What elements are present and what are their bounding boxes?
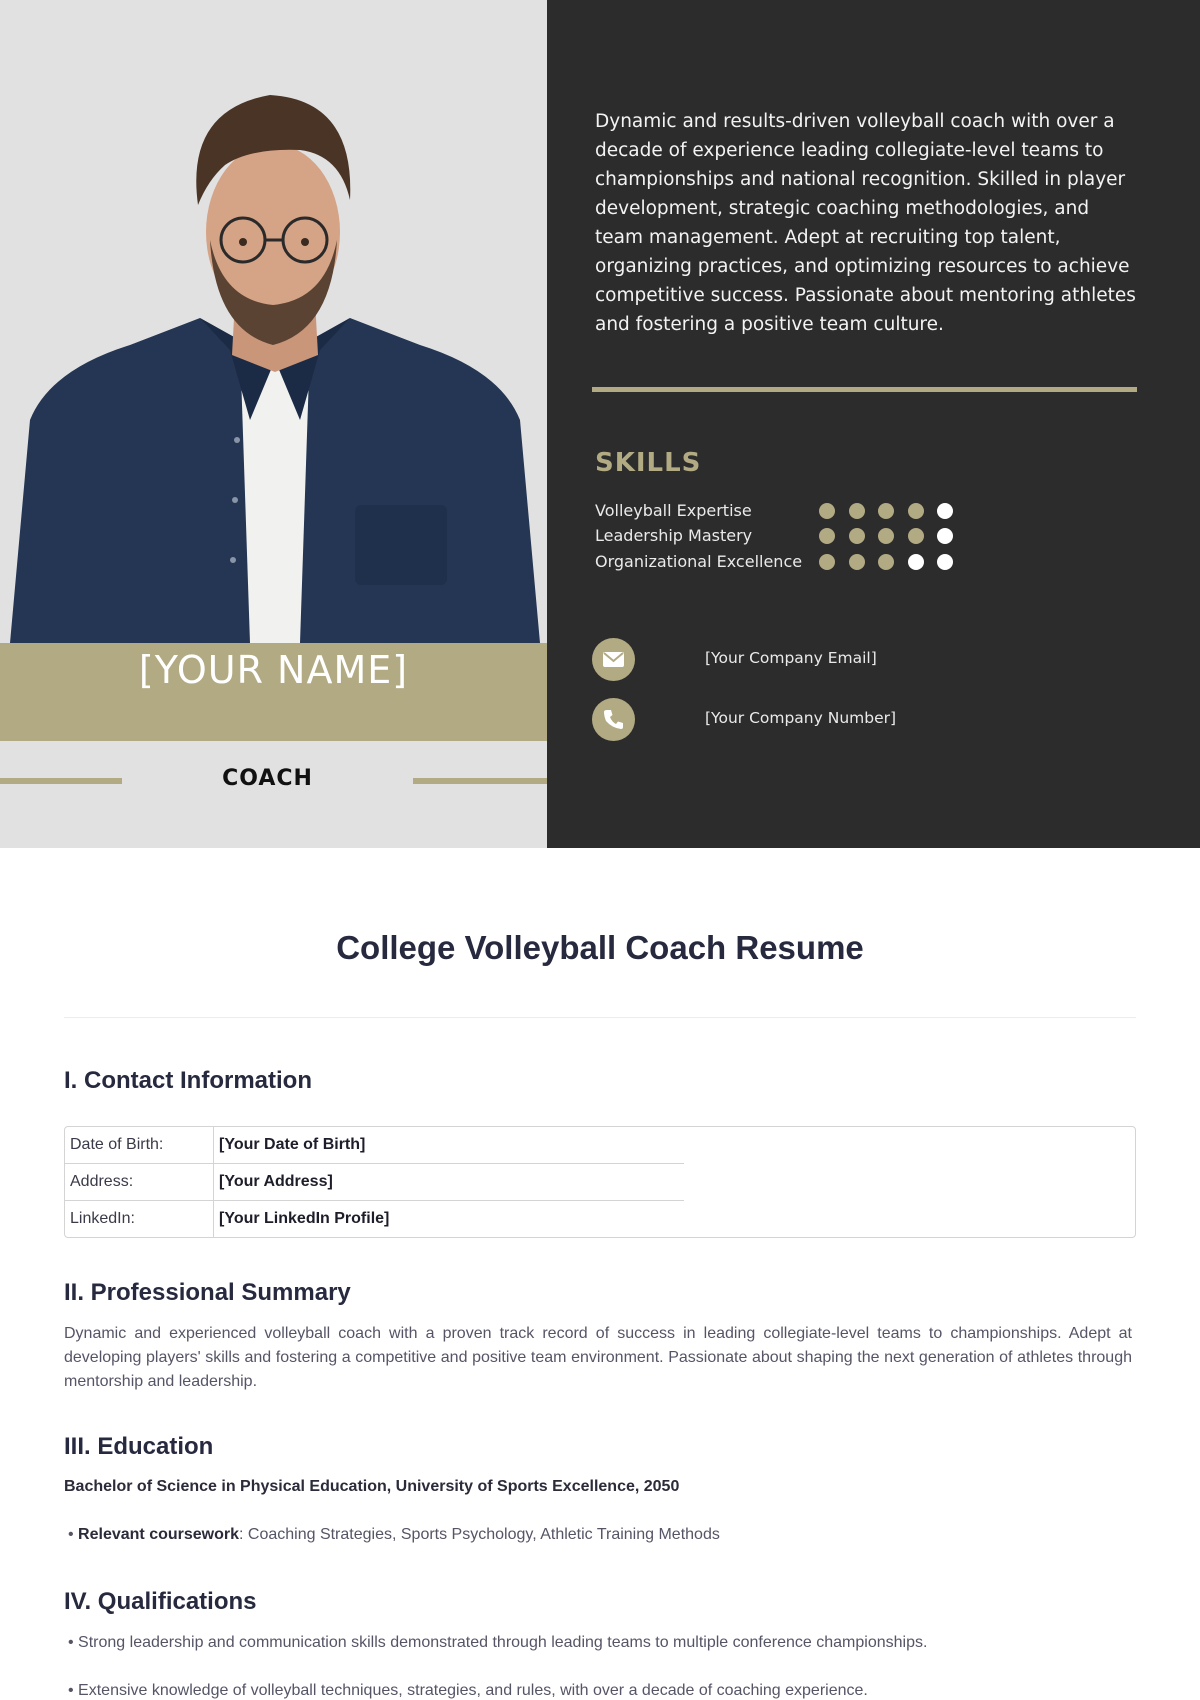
qualification-text: Strong leadership and communication skills demonstrated through leading teams to multiple conference championships.	[78, 1634, 928, 1651]
rating-dot-filled	[878, 528, 894, 544]
rating-dot-filled	[878, 554, 894, 570]
row-label: Address:	[70, 1173, 134, 1190]
rating-dot-empty	[937, 528, 953, 544]
rating-dot-filled	[849, 554, 865, 570]
skill-row	[595, 500, 995, 522]
section-heading-summary: II. Professional Summary	[64, 1279, 351, 1306]
summary-paragraph: Dynamic and experienced volleyball coach with a proven track record of success in leading collegiate-level teams to championships. Adept at developing players' skills and fostering a competitive and positive team environment. Passionate about shaping the next generation of athletes through mentorship and leadership.	[64, 1325, 1132, 1390]
section-heading-contact: I. Contact Information	[64, 1067, 312, 1094]
section-heading-education: III. Education	[64, 1433, 214, 1460]
row-label: Date of Birth:	[70, 1136, 164, 1153]
envelope-icon	[592, 638, 635, 681]
phone-icon	[592, 698, 635, 741]
profile-panel	[0, 0, 547, 848]
row-label: LinkedIn:	[70, 1210, 135, 1227]
summary-divider	[592, 387, 1137, 392]
skill-row	[595, 551, 995, 573]
contact-email[interactable]: [Your Company Email]	[705, 649, 877, 667]
skill-label: Organizational Excellence	[595, 552, 803, 571]
profile-photo	[0, 0, 547, 643]
rating-dot-filled	[819, 503, 835, 519]
job-title: COACH	[222, 766, 313, 791]
rating-dot-filled	[849, 503, 865, 519]
skills-heading: SKILLS	[595, 448, 702, 478]
row-value: [Your LinkedIn Profile]	[219, 1210, 390, 1227]
title-divider-right	[413, 778, 547, 784]
list-item: • Extensive knowledge of volleyball techniques, strategies, and rules, with over a decade of coaching experience.	[68, 1682, 868, 1699]
table-row	[65, 1201, 1135, 1238]
list-item: • Strong leadership and communication skills demonstrated through leading teams to multiple conference championships.	[68, 1634, 928, 1651]
rating-dot-filled	[849, 528, 865, 544]
contact-email-row[interactable]	[592, 638, 1092, 682]
contact-info-table	[64, 1126, 1136, 1238]
section-heading-qualifications: IV. Qualifications	[64, 1588, 257, 1615]
skill-row	[595, 525, 995, 547]
education-degree: Bachelor of Science in Physical Education, University of Sports Excellence, 2050	[64, 1478, 680, 1495]
qualification-text: Extensive knowledge of volleyball techniques, strategies, and rules, with over a decade of coaching experience.	[78, 1682, 868, 1699]
candidate-name: [YOUR NAME]	[138, 648, 409, 692]
rating-dot-filled	[908, 503, 924, 519]
rating-dot-empty	[937, 554, 953, 570]
rating-dot-filled	[819, 528, 835, 544]
coursework-text: : Coaching Strategies, Sports Psychology, Athletic Training Methods	[239, 1526, 720, 1543]
contact-phone[interactable]: [Your Company Number]	[705, 709, 897, 727]
skill-label: Volleyball Expertise	[595, 501, 752, 520]
title-divider-left	[0, 778, 122, 784]
document-title: College Volleyball Coach Resume	[336, 929, 864, 966]
contact-phone-row[interactable]	[592, 698, 1092, 742]
rating-dot-empty	[908, 554, 924, 570]
list-item: • Relevant coursework: Coaching Strategies, Sports Psychology, Athletic Training Methods	[68, 1526, 720, 1543]
rating-dot-filled	[878, 503, 894, 519]
table-row	[65, 1127, 1135, 1164]
profile-summary: Dynamic and results-driven volleyball coach with over a decade of experience leading collegiate-level teams to championships and national recognition. Skilled in player development, strategic coaching methodologies, and team management. Adept at recruiting top talent, organizing practices, and optimizing resources to achieve competitive success. Passionate about mentoring athletes and fostering a positive team culture.	[595, 111, 1136, 335]
coursework-label: Relevant coursework	[78, 1526, 239, 1543]
row-value: [Your Address]	[219, 1173, 333, 1190]
rating-dot-empty	[937, 503, 953, 519]
skill-label: Leadership Mastery	[595, 526, 753, 545]
rating-dot-filled	[908, 528, 924, 544]
title-divider	[64, 1017, 1136, 1018]
table-row	[65, 1164, 1135, 1201]
row-value: [Your Date of Birth]	[219, 1136, 366, 1153]
rating-dot-filled	[819, 554, 835, 570]
